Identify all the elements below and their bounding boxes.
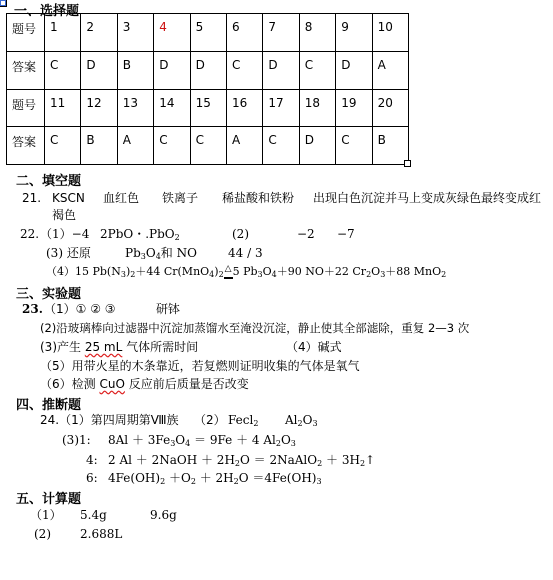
table-cell: D xyxy=(263,52,299,90)
table-cell: D xyxy=(300,127,336,165)
section-fill-title: 二、填空题 xyxy=(16,174,82,189)
table-cell: C xyxy=(45,127,81,165)
table-cell: 8 xyxy=(300,14,336,52)
calc-part1: （1） xyxy=(30,508,62,522)
table-cell: 18 xyxy=(300,90,336,128)
q21-answer-a: KSCN xyxy=(52,191,85,205)
table-cell: A xyxy=(118,127,154,165)
table-cell: 9 xyxy=(336,14,372,52)
table-header-cell: 答案 xyxy=(7,52,45,90)
table-cell: D xyxy=(336,52,372,90)
q22-part2-b: −7 xyxy=(337,227,355,241)
anchor-icon xyxy=(0,0,6,6)
q22-part3-formula: $Pb_3O_4$和 NO xyxy=(125,246,197,261)
q24-reaction1-label: (3)1: xyxy=(62,433,91,447)
table-cell: C xyxy=(227,52,263,90)
q21-answer-b: 血红色 xyxy=(103,191,140,205)
table-cell: C xyxy=(45,52,81,90)
q24-reaction2-label: 4: xyxy=(86,453,98,467)
table-cell: 3 xyxy=(118,14,154,52)
table-cell: 2 xyxy=(81,14,117,52)
q21-number: 21. xyxy=(22,191,42,205)
table-cell: C xyxy=(263,127,299,165)
calc-part2-a: 2.688L xyxy=(80,527,123,541)
q23-part1: （1）① ② ③ xyxy=(44,302,116,316)
q22-part2: (2) xyxy=(232,227,249,241)
q22-part1-formula: 2PbO・.PbO$_2$ xyxy=(100,227,180,242)
q21-answer-e: 出现白色沉淀并马上变成灰绿色最终变成红 xyxy=(313,191,542,205)
q22-part2-a: −2 xyxy=(297,227,315,241)
section-choice-title: 一、选择题 xyxy=(14,4,80,19)
table-cell: C xyxy=(191,127,227,165)
table-cell: 20 xyxy=(373,90,409,128)
table-cell: B xyxy=(81,127,117,165)
calc-part1-a: 5.4g xyxy=(80,508,107,522)
table-cell: A xyxy=(373,52,409,90)
table-cell: 7 xyxy=(263,14,299,52)
table-cell: 11 xyxy=(45,90,81,128)
q22-part3: (3) 还原 xyxy=(46,246,91,260)
q22-part1: （1）−4 xyxy=(40,227,90,241)
table-cell: 4 xyxy=(154,14,190,52)
q22-part3-ratio: 44 / 3 xyxy=(228,246,263,260)
heat-condition-icon: △ xyxy=(224,261,233,279)
q24-reaction2: 2 Al ＋ 2NaOH ＋ $2H_2O$ ＝ 2NaAlO$_2$ ＋ $3H_2↑$ xyxy=(108,453,376,468)
table-cell: 15 xyxy=(191,90,227,128)
table-cell: B xyxy=(373,127,409,165)
section-experiment-title: 三、实验题 xyxy=(16,287,82,302)
table-cell: 12 xyxy=(81,90,117,128)
table-cell: 16 xyxy=(227,90,263,128)
q21-answer-d: 稀盐酸和铁粉 xyxy=(222,191,295,205)
table-cell: 13 xyxy=(118,90,154,128)
q23-part6: （6）检测 CuO 反应前后质量是否改变 xyxy=(40,377,249,391)
q21-answer-e-continued: 褐色 xyxy=(52,208,77,222)
calc-part1-b: 9.6g xyxy=(150,508,177,522)
table-header-cell: 答案 xyxy=(7,127,45,165)
q24-part2-b: $Al_2O_3$ xyxy=(285,413,318,428)
q23-part3: (3)产生 25 mL 气体所需时间 xyxy=(40,340,199,354)
q22-part4-equation: （4）15 $Pb(N_3)_2+44$ $Cr(MnO_4)_2\triangle 5$ $Pb_3O_4+90$ NO＋22 $Cr_2O_3+88$ MnO$_2$ xyxy=(46,264,446,283)
table-header-cell: 题号 xyxy=(7,90,45,128)
q23-number: 23. xyxy=(22,302,43,316)
q23-part1-answer: 研钵 xyxy=(156,302,181,316)
table-cell: 14 xyxy=(154,90,190,128)
table-cell: 1 xyxy=(45,14,81,52)
q24-part1: 24.（1）第四周期第Ⅷ族 xyxy=(40,413,179,427)
table-header-cell: 题号 xyxy=(7,14,45,52)
table-cell: 5 xyxy=(191,14,227,52)
table-cell: A xyxy=(227,127,263,165)
table-resize-handle[interactable] xyxy=(404,160,411,167)
table-cell: C xyxy=(300,52,336,90)
table-cell: C xyxy=(336,127,372,165)
table-cell: 19 xyxy=(336,90,372,128)
q22-number: 22. xyxy=(20,227,40,241)
calc-part2: (2) xyxy=(34,527,51,541)
table-cell: 6 xyxy=(227,14,263,52)
table-cell: D xyxy=(81,52,117,90)
section-calculation-title: 五、计算题 xyxy=(16,492,82,507)
table-cell: B xyxy=(118,52,154,90)
q21-answer-c: 铁离子 xyxy=(162,191,199,205)
q24-reaction1: $8Al + 3Fe_3O_4 = 9Fe + 4$ $Al_2O_3$ xyxy=(108,433,296,448)
answer-table xyxy=(6,13,409,165)
table-cell: 10 xyxy=(373,14,409,52)
table-cell: D xyxy=(191,52,227,90)
q24-part2: （2） xyxy=(194,413,226,427)
table-cell: 17 xyxy=(263,90,299,128)
q23-part2: (2)沿玻璃棒向过滤器中沉淀加蒸馏水至淹没沉淀，静止使其全部滤除，重复 2—3 次 xyxy=(40,321,470,335)
q24-reaction3: $4Fe(OH)_2 +O_2 + 2H_2O =4Fe(OH)_3$ xyxy=(108,471,322,486)
section-inference-title: 四、推断题 xyxy=(16,398,82,413)
table-cell: D xyxy=(154,52,190,90)
table-cell: C xyxy=(154,127,190,165)
q23-part5: （5）用带火星的木条靠近，若复燃则证明收集的气体是氧气 xyxy=(40,359,360,373)
q23-part4: （4）碱式 xyxy=(286,340,342,354)
q24-part2-a: Fecl$_2$ xyxy=(228,413,259,428)
q24-reaction3-label: 6: xyxy=(86,471,98,485)
